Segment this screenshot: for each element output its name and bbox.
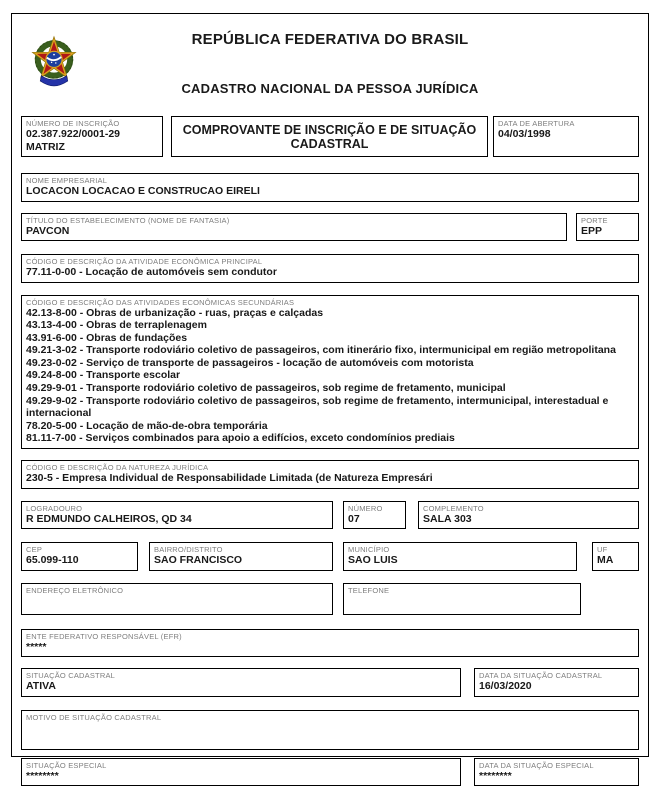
field-label: COMPLEMENTO <box>423 503 484 513</box>
field-endereco-eletronico <box>21 583 333 615</box>
field-atividade-principal <box>21 254 639 283</box>
field-value: MA <box>597 554 614 567</box>
field-label: NOME EMPRESARIAL <box>26 176 108 185</box>
field-situacao-especial <box>21 758 461 786</box>
field-motivo-situacao <box>21 710 639 750</box>
field-label: LOGRADOURO <box>26 503 83 513</box>
field-efr <box>21 629 639 658</box>
field-label: CÓDIGO E DESCRIÇÃO DA NATUREZA JURÍDICA <box>26 463 209 473</box>
document-frame <box>11 13 649 782</box>
row-contato <box>21 583 639 615</box>
document-header <box>12 14 648 116</box>
field-value: LOCACON LOCACAO E CONSTRUCAO EIRELI <box>26 185 260 197</box>
field-logradouro <box>21 501 333 530</box>
secondary-activity-item: 49.23-0-02 - Serviço de transporte de passageiros - locação de automóveis com motorista <box>26 356 474 369</box>
field-label: ENTE FEDERATIVO RESPONSÁVEL (EFR) <box>26 631 182 641</box>
field-data-situacao-cadastral <box>474 668 639 697</box>
field-value: ***** <box>26 640 47 653</box>
row-atividade-principal <box>21 254 639 283</box>
row-nome-empresarial <box>21 173 639 202</box>
brazil-coat-of-arms-icon <box>24 30 84 96</box>
field-label: MUNICÍPIO <box>348 545 390 555</box>
secondary-activity-item: 49.29-9-01 - Transporte rodoviário coletivo de passageiros, sob regime de fretamento, municipal <box>26 382 506 395</box>
field-value: SALA 303 <box>423 512 472 525</box>
field-natureza-juridica <box>21 460 639 489</box>
secondary-activity-item: 78.20-5-00 - Locação de mão-de-obra temporária <box>26 419 268 432</box>
field-label: NÚMERO <box>348 503 383 513</box>
field-label: ENDEREÇO ELETRÔNICO <box>26 585 124 595</box>
field-label: SITUAÇÃO ESPECIAL <box>26 760 107 770</box>
secondary-activity-item: 43.91-6-00 - Obras de fundações <box>26 331 188 344</box>
secondary-activity-item: 81.11-7-00 - Serviços combinados para apoio a edifícios, exceto condomínios prediais <box>26 432 455 445</box>
secondary-activity-item: 49.29-9-02 - Transporte rodoviário coletivo de passageiros, sob regime de fretamento, intermunicipal, interestadual e internacional <box>26 394 609 420</box>
secondary-activity-item: 49.21-3-02 - Transporte rodoviário coletivo de passageiros, com itinerário fixo, intermunicipal em região metropolitana <box>26 344 616 357</box>
field-porte <box>576 213 639 242</box>
field-atividades-secundarias <box>21 295 639 450</box>
field-value: EPP <box>581 224 603 237</box>
field-value: ******** <box>479 769 512 782</box>
field-label: PORTE <box>581 215 608 225</box>
field-value: ******** <box>26 769 59 782</box>
field-value: 16/03/2020 <box>479 680 532 693</box>
field-data-abertura <box>493 116 639 157</box>
republic-title: REPÚBLICA FEDERATIVA DO BRASIL <box>191 31 469 48</box>
field-label: TÍTULO DO ESTABELECIMENTO (NOME DE FANTASIA) <box>26 215 230 225</box>
row-inscricao <box>21 116 639 157</box>
row-cep-bairro <box>21 542 639 571</box>
field-complemento <box>418 501 639 530</box>
field-label: SITUAÇÃO CADASTRAL <box>26 671 116 681</box>
field-numero <box>343 501 406 530</box>
field-value: SAO LUIS <box>348 554 398 567</box>
field-value: ATIVA <box>26 680 56 693</box>
field-value: 65.099-110 <box>26 554 79 567</box>
field-label: DATA DE ABERTURA <box>498 119 575 128</box>
field-cep <box>21 542 138 571</box>
field-uf <box>592 542 639 571</box>
field-label: TELEFONE <box>348 585 390 595</box>
row-fantasia-porte <box>21 213 639 242</box>
field-numero-inscricao <box>21 116 163 157</box>
field-telefone <box>343 583 581 615</box>
field-value: SAO FRANCISCO <box>154 554 243 567</box>
field-data-situacao-especial <box>474 758 639 786</box>
field-label: BAIRRO/DISTRITO <box>154 545 223 555</box>
row-motivo-situacao <box>21 710 639 750</box>
row-natureza-juridica <box>21 460 639 489</box>
document-title: COMPROVANTE DE INSCRIÇÃO E DE SITUAÇÃO CADASTRAL <box>171 116 488 157</box>
field-nome-empresarial <box>21 173 639 202</box>
field-label: CEP <box>26 545 43 555</box>
field-value: PAVCON <box>26 224 70 237</box>
field-situacao-cadastral <box>21 668 461 697</box>
field-label: NÚMERO DE INSCRIÇÃO <box>26 119 120 128</box>
row-atividades-secundarias <box>21 295 639 450</box>
field-value: 02.387.922/0001-29 <box>26 128 121 140</box>
field-municipio <box>343 542 577 571</box>
field-label: UF <box>597 545 608 555</box>
document-body <box>12 116 648 786</box>
row-efr <box>21 629 639 658</box>
secondary-activity-item: 42.13-8-00 - Obras de urbanização - ruas, praças e calçadas <box>26 306 324 319</box>
field-label: DATA DA SITUAÇÃO CADASTRAL <box>479 671 603 681</box>
field-label: CÓDIGO E DESCRIÇÃO DA ATIVIDADE ECONÔMICA PRINCIPAL <box>26 257 263 266</box>
field-label: DATA DA SITUAÇÃO ESPECIAL <box>479 760 594 770</box>
row-situacao-especial <box>21 758 639 786</box>
row-situacao-cadastral <box>21 668 639 697</box>
field-bairro <box>149 542 333 571</box>
field-value: 07 <box>348 512 360 525</box>
cnpj-title: CADASTRO NACIONAL DA PESSOA JURÍDICA <box>181 81 479 96</box>
field-nome-fantasia <box>21 213 567 242</box>
field-label: CÓDIGO E DESCRIÇÃO DAS ATIVIDADES ECONÔMICAS SECUNDÁRIAS <box>26 297 295 307</box>
field-label: MOTIVO DE SITUAÇÃO CADASTRAL <box>26 712 162 722</box>
field-value: R EDMUNDO CALHEIROS, QD 34 <box>26 512 192 525</box>
row-endereco <box>21 501 639 530</box>
secondary-activity-item: 49.24-8-00 - Transporte escolar <box>26 369 181 382</box>
field-value: 77.11-0-00 - Locação de automóveis sem condutor <box>26 266 277 278</box>
secondary-activity-item: 43.13-4-00 - Obras de terraplenagem <box>26 319 207 332</box>
field-value: 04/03/1998 <box>498 128 551 140</box>
field-value: 230-5 - Empresa Individual de Responsabilidade Limitada (de Natureza Empresári <box>26 472 433 485</box>
field-value-line2: MATRIZ <box>26 140 65 153</box>
